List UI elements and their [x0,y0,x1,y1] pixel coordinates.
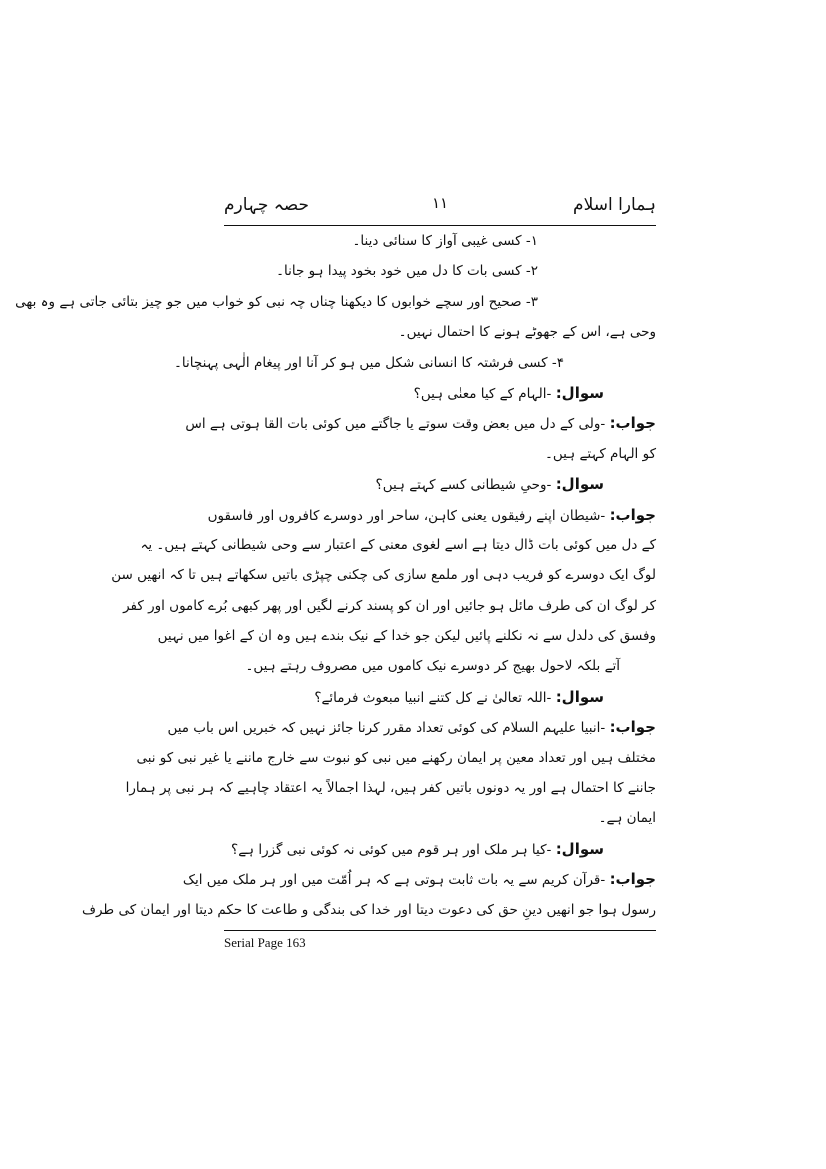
qa-label: سوال: [555,687,604,706]
line-text: جاننے کا احتمال ہے اور یہ دونوں باتیں کفر ہیں، لہذا اجمالاً یہ اعتقاد چاہیے کہ ہر نبی پر ہمارا [125,780,656,797]
text-line [136,743,656,773]
text-line [224,651,656,681]
line-text: کر لوگ ان کی طرف مائل ہو جائیں اور ان کو پسند کرنے لگیں اور پھر کبھی بُرے کاموں اور کفر [123,597,656,614]
page-number: ۱۱ [431,194,449,212]
text-line [224,256,656,286]
qa-label: جواب: [609,718,656,737]
text-line [157,621,656,651]
qa-label: جواب: [609,414,656,433]
text-line [125,773,656,803]
line-text: -الہام کے کیا معنٰی ہیں؟ [413,385,556,402]
text-line [140,530,656,560]
serial-page-label: Serial Page 163 [224,935,306,950]
question-line [224,834,656,864]
line-text: کو الہام کہتے ہیں۔ [544,445,656,462]
text-line [224,317,656,347]
qa-label: سوال: [555,383,604,402]
question-line [224,378,656,408]
qa-label: سوال: [555,475,604,494]
line-text: -قرآن کریم سے یہ بات ثابت ہوتی ہے کہ ہر اُمّت میں اور ہر ملک میں ایک [182,872,610,889]
line-text: وحی ہے، اس کے جھوٹے ہونے کا احتمال نہیں۔ [398,324,656,341]
line-text: -شیطان اپنے رفیقوں یعنی کاہن، ساحر اور دوسرے کافروں اور فاسقوں [207,507,610,524]
book-title: ہمارا اسلام [573,195,656,215]
text-line [123,591,656,621]
line-text: مختلف ہیں اور تعداد معین پر ایمان رکھنے میں نبی کو نبوت سے خارج ماننے یا غیر نبی کو نبی [136,749,656,766]
part-label: حصہ چہارم [224,195,309,215]
text-line [15,287,656,317]
line-text: -انبیا علیہم السلام کی کوئی تعداد مقرر کرنا جائز نہیں کہ خبریں اس باب میں [167,720,610,737]
page-header [224,194,656,224]
line-text: ۲- کسی بات کا دل میں خود بخود پیدا ہو جانا۔ [276,263,538,280]
qa-label: سوال: [555,839,604,858]
qa-label: جواب: [609,870,656,889]
line-text: ۳- صحیح اور سچے خوابوں کا دیکھنا چناں چہ نبی کو خواب میں جو چیز بتائی جاتی ہے وہ بھی [15,293,538,310]
qa-label: جواب: [609,505,656,524]
line-text: -کیا ہر ملک اور ہر قوم میں کوئی نہ کوئی نبی گزرا ہے؟ [231,841,556,858]
text-line [81,895,656,925]
line-text: -وحیِ شیطانی کسے کہتے ہیں؟ [375,477,556,494]
line-text: -اللہ تعالیٰ نے کل کتنے انبیا مبعوث فرمائے؟ [314,689,556,706]
line-text: -ولی کے دل میں بعض وقت سوتے یا جاگتے میں کوئی بات القا ہوتی ہے اس [185,416,610,433]
text-line [224,226,656,256]
footer-rule [224,930,656,931]
answer-line [182,864,656,894]
line-text: ایمان ہے۔ [598,810,656,827]
question-line [224,682,656,712]
question-line [224,469,656,499]
answer-line [185,408,656,438]
line-text: کے دل میں کوئی بات ڈال دیتا ہے اسے لغوی معنی کے اعتبار سے وحی شیطانی کہتے ہیں۔ یہ [140,536,656,553]
text-line [224,439,656,469]
answer-line [207,500,656,530]
line-text: وفسق کی دلدل سے نہ نکلنے پائیں لیکن جو خدا کے نیک بندے ہیں وہ ان کے اغوا میں نہیں [157,628,656,645]
text-line [224,803,656,833]
line-text: ۴- کسی فرشتہ کا انسانی شکل میں ہو کر آنا اور پیغام الٰہی پہنچانا۔ [174,354,564,371]
line-text: لوگ ایک دوسرے کو فریب دہی اور ملمع سازی کی چکنی چپڑی باتیں سکھاتے ہیں تا کہ انھیں سن [111,567,656,584]
line-text: رسول ہوا جو انھیں دینِ حق کی دعوت دیتا اور خدا کی بندگی و طاعت کا حکم دیتا اور ایمان کی طرف [81,901,656,918]
answer-line [167,712,656,742]
page-body [15,226,656,926]
line-text: آتے بلکہ لاحول بھیج کر دوسرے نیک کاموں میں مصروف رہتے ہیں۔ [245,658,620,675]
line-text: ۱- کسی غیبی آواز کا سنائی دینا۔ [352,233,538,249]
text-line [174,348,656,378]
text-line [111,560,656,590]
